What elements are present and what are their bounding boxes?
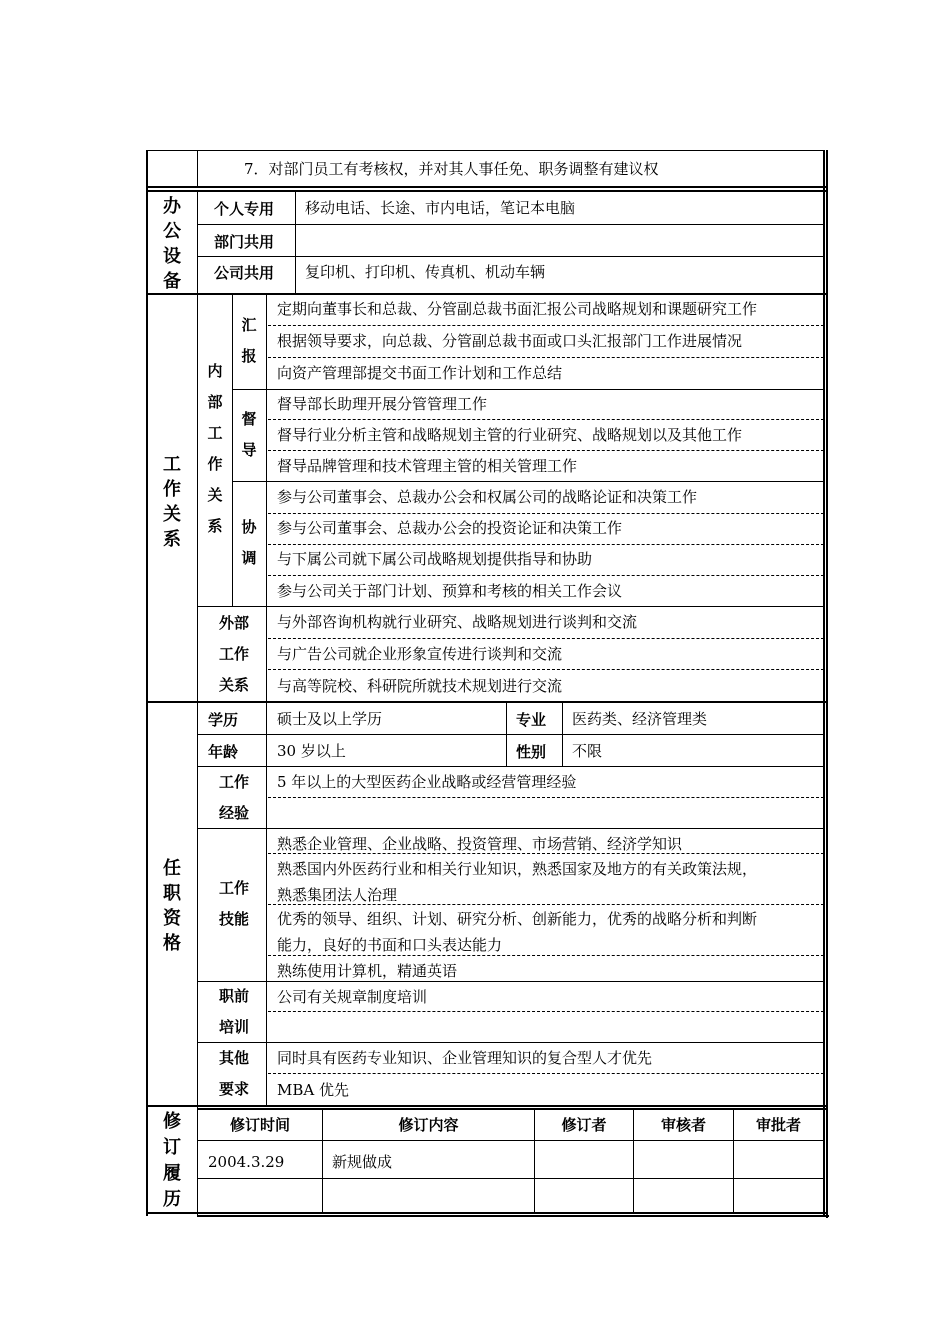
frame-right-border [823, 150, 825, 1216]
work-report-item: 向资产管理部提交书面工作计划和工作总结 [277, 364, 563, 382]
revision-section-label: 修 订 履 历 [163, 1111, 181, 1210]
qual-training-label: 职前 培训 [218, 987, 249, 1036]
revision-header-bottom [197, 1140, 824, 1141]
work-internal-label: 内 部 工 作 关 系 [207, 362, 223, 535]
qual-section-label: 任 职 资 格 [163, 858, 181, 954]
qual-major-label: 专业 [516, 711, 547, 729]
office-company-label: 公司共用 [214, 264, 275, 282]
work-supervise-bottom [232, 481, 824, 482]
office-row-line-1 [197, 224, 824, 225]
work-dash [268, 669, 824, 670]
qual-exp-label: 工作 经验 [218, 773, 249, 822]
qual-dash [268, 955, 824, 956]
qual-dash [268, 1011, 824, 1012]
office-personal-value: 移动电话、长途、市内电话，笔记本电脑 [305, 199, 576, 217]
qual-label-divider [266, 703, 267, 1105]
frame-left-border [146, 150, 148, 1216]
office-dept-label: 部门共用 [214, 233, 275, 251]
work-content-divider [266, 295, 267, 701]
section-column-divider [197, 190, 198, 1216]
qual-other-label: 其他 要求 [218, 1049, 249, 1098]
qual-skill-item: 熟悉集团法人治理 [277, 886, 398, 904]
qual-age-label: 年龄 [208, 743, 239, 761]
work-dash [268, 544, 824, 545]
work-report-bottom [232, 389, 824, 390]
top-row-text: 7．对部门员工有考核权，并对其人事任免、职务调整有建议权 [244, 160, 659, 178]
office-label-divider [295, 190, 296, 293]
qual-skill-item: 熟悉企业管理、企业战略、投资管理、市场营销、经济学知识 [277, 835, 683, 853]
work-report-item: 根据领导要求，向总裁、分管副总裁书面或口头汇报部门工作进展情况 [277, 332, 743, 350]
work-coord-item: 参与公司关于部门计划、预算和考核的相关工作会议 [277, 582, 623, 600]
qual-edu-value: 硕士及以上学历 [277, 710, 383, 728]
work-coord-label: 协 调 [241, 518, 257, 567]
work-dash [268, 638, 824, 639]
qual-dash [268, 1073, 824, 1074]
qual-skill-item: 熟悉国内外医药行业和相关行业知识，熟悉国家及地方的有关政策法规， [277, 860, 758, 878]
revision-header-reviser: 修订者 [561, 1116, 607, 1134]
revision-header-time: 修订时间 [229, 1116, 290, 1134]
work-internal-bottom [197, 606, 824, 607]
qual-edu-label: 学历 [208, 711, 239, 729]
work-supervise-item: 督导行业分析主管和战略规划主管的行业研究、战略规划以及其他工作 [277, 426, 743, 444]
qual-dash [268, 797, 824, 798]
work-dash [268, 419, 824, 420]
work-supervise-item: 督导品牌管理和技术管理主管的相关管理工作 [277, 457, 578, 475]
top-row-bottom-line [146, 186, 827, 188]
qual-training-value: 公司有关规章制度培训 [277, 988, 428, 1006]
work-coord-item: 与下属公司就下属公司战略规划提供指导和协助 [277, 550, 593, 568]
qual-training-bottom [197, 1042, 824, 1043]
frame-right-shadow [826, 150, 828, 1218]
revision-header-content: 修订内容 [398, 1116, 459, 1134]
revision-bottom-shadow [197, 1215, 829, 1217]
qual-dash [268, 853, 824, 854]
qual-gender-value: 不限 [572, 742, 603, 760]
work-dash [268, 357, 824, 358]
qual-exp-value: 5 年以上的大型医药企业战略或经营管理经验 [277, 773, 577, 791]
work-dash [268, 450, 824, 451]
work-external-item: 与广告公司就企业形象宣传进行谈判和交流 [277, 645, 563, 663]
revision-header-reviewer: 审核者 [660, 1116, 706, 1134]
work-bottom-line [146, 701, 827, 703]
revision-bottom-line [146, 1212, 827, 1214]
work-supervise-item: 督导部长助理开展分管管理工作 [277, 395, 488, 413]
office-personal-label: 个人专用 [214, 200, 275, 218]
work-dash [268, 325, 824, 326]
work-internal-divider [232, 295, 233, 606]
revision-cell-content: 新规做成 [332, 1153, 393, 1171]
office-row-line-2 [197, 256, 824, 257]
top-row-top-line [146, 150, 825, 151]
revision-cell-time: 2004.3.29 [208, 1153, 285, 1171]
office-section-label: 办 公 设 备 [163, 196, 181, 292]
work-external-item: 与高等院校、科研院所就技术规划进行交流 [277, 677, 563, 695]
qual-gender-label: 性别 [516, 743, 547, 761]
work-report-item: 定期向董事长和总裁、分管副总裁书面汇报公司战略规划和课题研究工作 [277, 300, 758, 318]
work-coord-item: 参与公司董事会、总裁办公会和权属公司的战略论证和决策工作 [277, 488, 698, 506]
qual-skill-bottom [197, 981, 824, 982]
qual-bottom-line [146, 1105, 827, 1107]
work-external-label: 外部 工作 关系 [218, 614, 249, 694]
qual-other-item: MBA 优先 [277, 1081, 349, 1099]
qual-skill-label: 工作 技能 [218, 879, 249, 928]
office-company-value: 复印机、打印机、传真机、机动车辆 [305, 263, 546, 281]
work-dash [268, 575, 824, 576]
revision-header-approver: 审批者 [755, 1116, 801, 1134]
qual-dash [268, 904, 824, 905]
qual-skill-item: 能力，良好的书面和口头表达能力 [277, 936, 503, 954]
top-row-divider [197, 150, 198, 186]
qual-skill-item: 优秀的领导、组织、计划、研究分析、创新能力，优秀的战略分析和判断 [277, 910, 758, 928]
qual-other-item: 同时具有医药专业知识、企业管理知识的复合型人才优先 [277, 1049, 653, 1067]
qual-edu-bottom [197, 734, 824, 735]
work-section-label: 工 作 关 系 [163, 454, 181, 550]
qual-exp-bottom [197, 828, 824, 829]
work-supervise-label: 督 导 [241, 410, 257, 459]
qual-age-bottom [197, 766, 824, 767]
office-bottom-line [146, 293, 827, 295]
work-dash [268, 513, 824, 514]
qual-age-value: 30 岁以上 [277, 742, 346, 760]
work-coord-item: 参与公司董事会、总裁办公会的投资论证和决策工作 [277, 519, 623, 537]
qual-major-value: 医药类、经济管理类 [572, 710, 708, 728]
revision-row-line [197, 1178, 824, 1179]
work-external-item: 与外部咨询机构就行业研究、战略规划进行谈判和交流 [277, 613, 638, 631]
work-report-label: 汇 报 [241, 316, 257, 365]
qual-skill-item: 熟练使用计算机，精通英语 [277, 962, 458, 980]
top-row-bottom-line-2 [146, 190, 827, 192]
